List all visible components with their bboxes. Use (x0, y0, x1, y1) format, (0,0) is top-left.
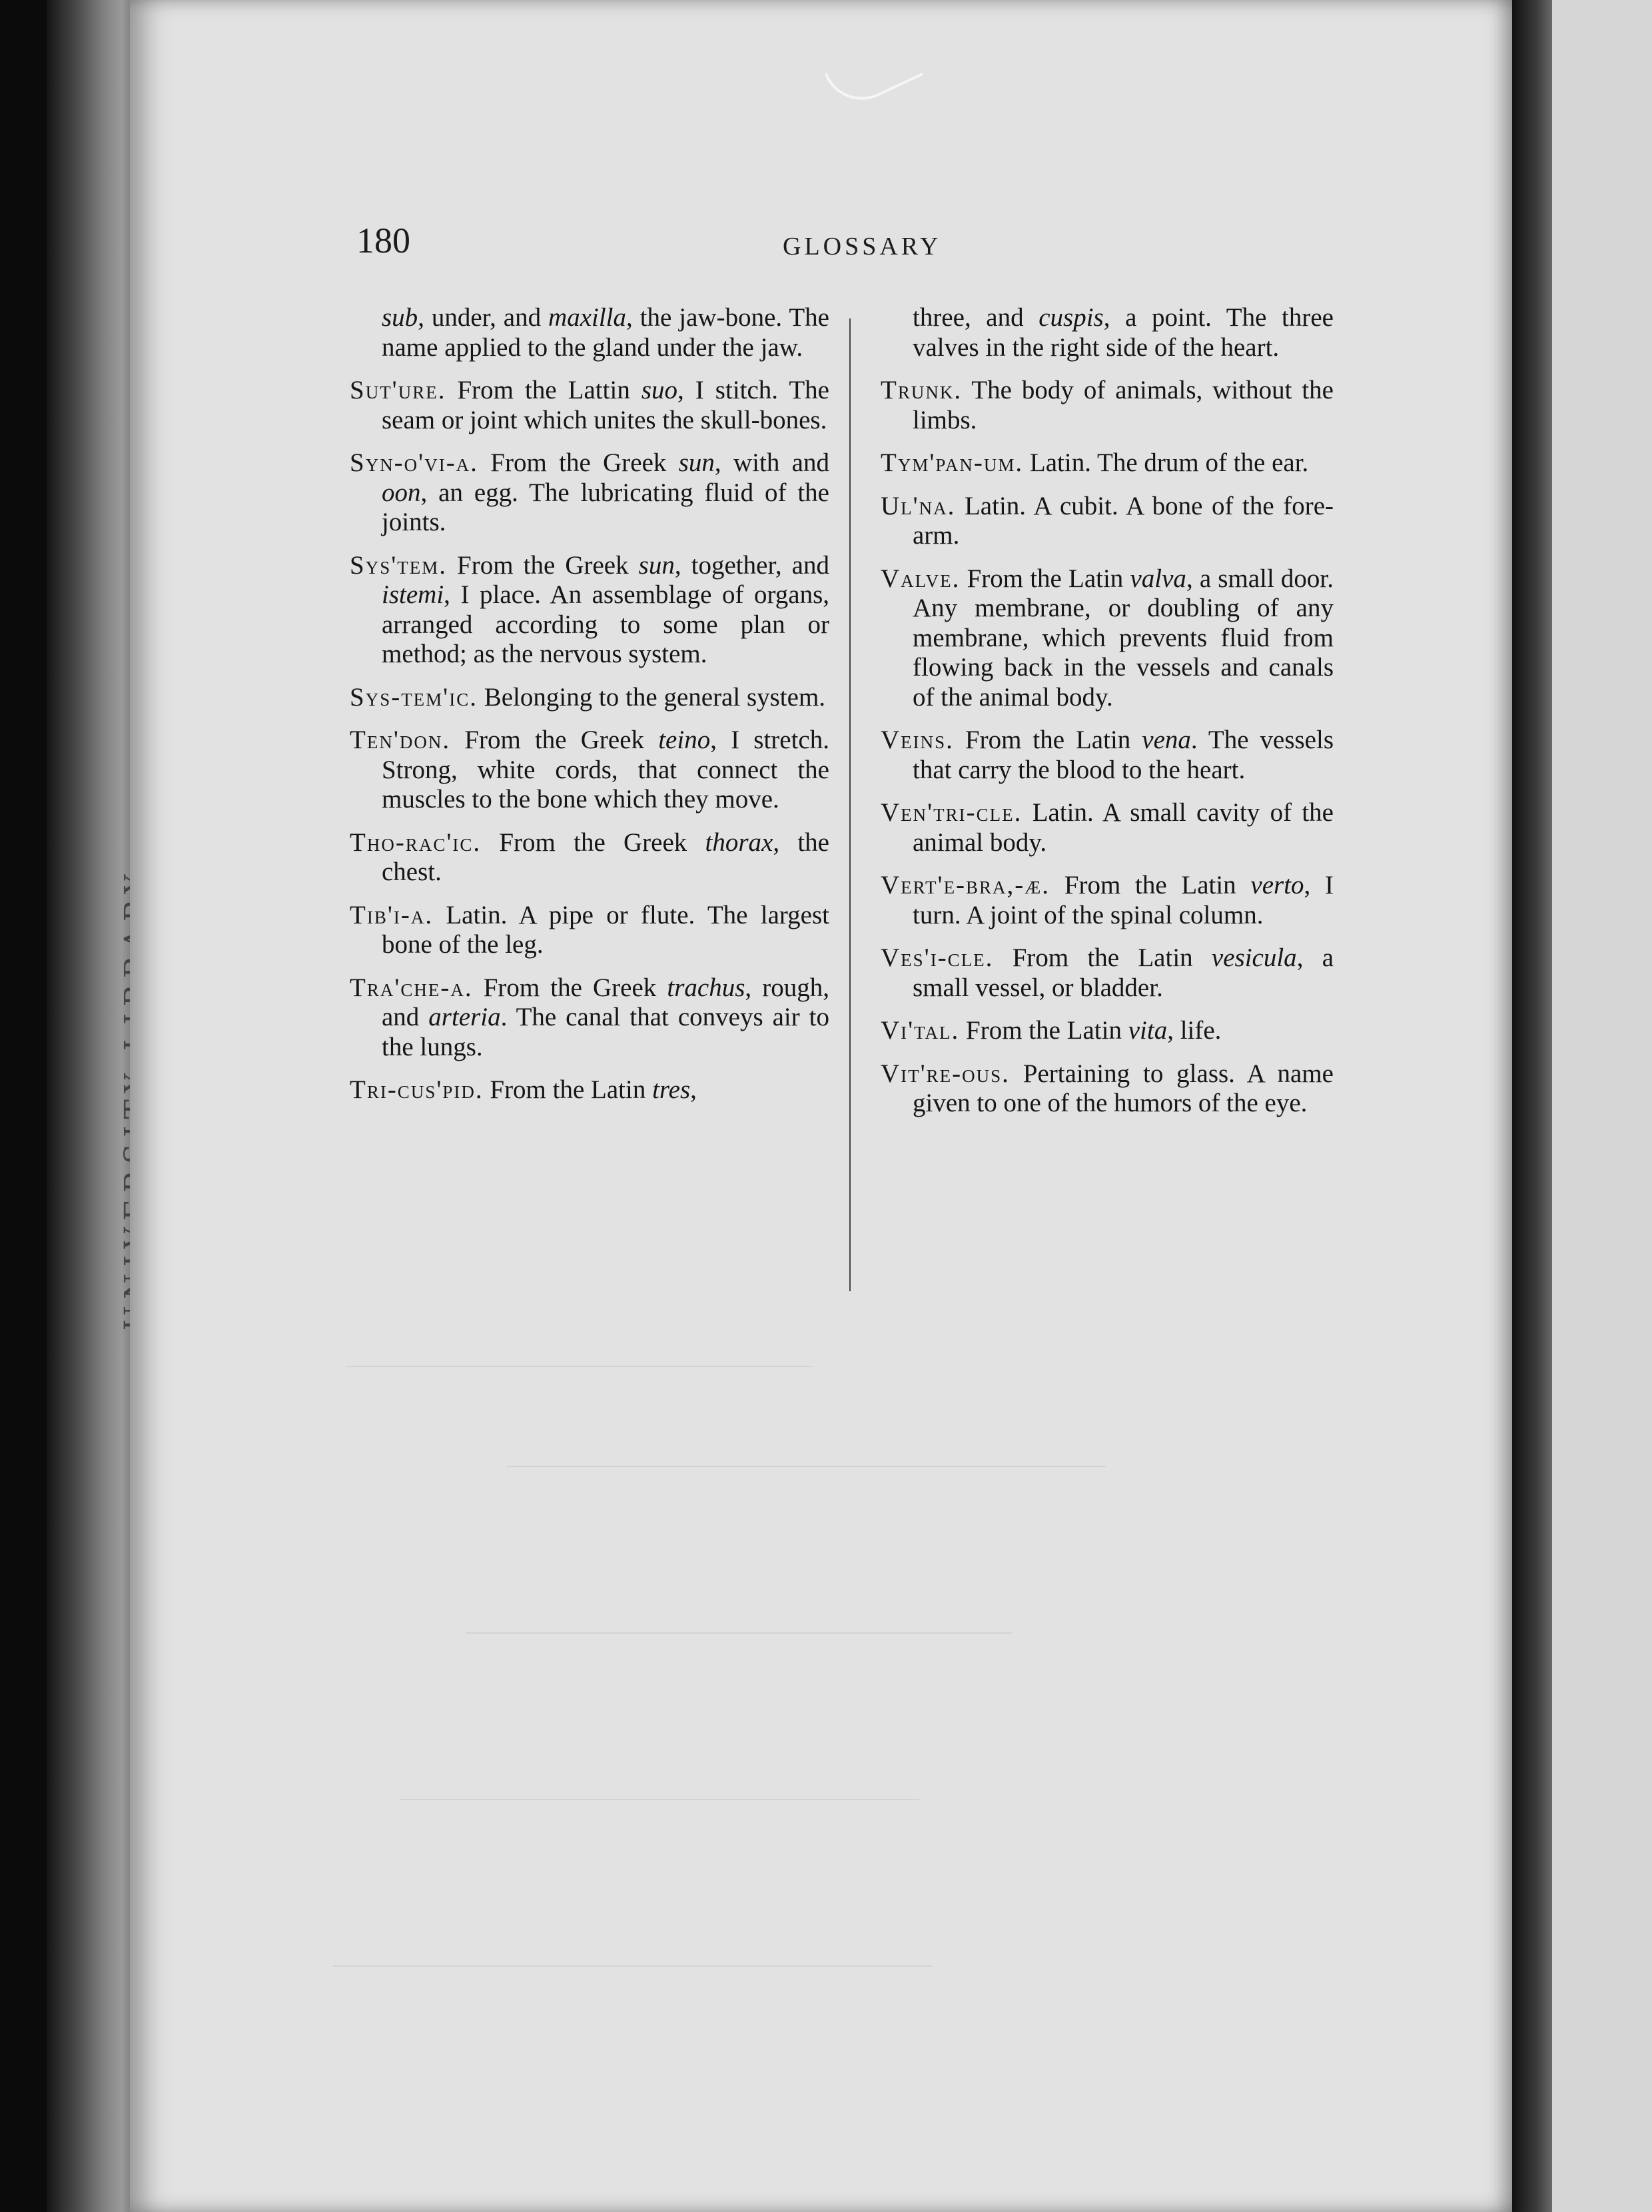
entry-text: From the Greek (472, 973, 667, 1002)
entry-text: , I turn. A joint of the spinal column. (913, 871, 1334, 929)
entry-text: From the Latin (1050, 871, 1251, 899)
entry-text: From the Greek (481, 828, 705, 857)
entry-text: Latin. A cubit. A bone of the fore-arm. (913, 491, 1334, 550)
entry-etymon: oon (382, 478, 421, 507)
entry-headword: Veins. (881, 726, 954, 754)
entry-headword: Vert'e-bra,-æ. (881, 871, 1050, 899)
entry-text: , with and (714, 448, 829, 477)
page-gutter (1512, 0, 1552, 2212)
entry-headword: Tym'pan-um. (881, 448, 1024, 477)
entry-text: Belonging to the general system. (477, 682, 826, 712)
entry-text: , a small vessel, or bladder. (913, 943, 1334, 1002)
entry-headword: Vi'tal. (881, 1016, 960, 1045)
entry-text: . The vessels that carry the blood to the heart. (913, 726, 1334, 784)
glossary-entry (881, 448, 1334, 478)
entry-etymon: vita (1128, 1016, 1168, 1045)
entry-text: From the Latin (993, 943, 1212, 972)
entry-text: , rough, and (382, 973, 829, 1031)
entry-text: From the Lattin (446, 376, 641, 404)
entry-text: , (690, 1075, 697, 1104)
entry-text: From the Latin (959, 1016, 1128, 1045)
entry-etymon: sun (638, 550, 675, 580)
entry-text: , a small door. Any membrane, or doubling of any membrane, which prevents fluid from flowing back in the vessels and canals of the animal body. (913, 564, 1334, 712)
entry-etymon: thorax (705, 828, 773, 857)
entry-text: Latin. A small cavity of the animal body. (913, 798, 1334, 857)
entry-headword: Trunk. (881, 376, 963, 404)
entry-headword: Ten'don. (350, 726, 451, 754)
entry-etymon: trachus (667, 973, 745, 1002)
glossary-entry (881, 1059, 1334, 1119)
glossary-entry (881, 492, 1334, 551)
entry-text: From the Greek (446, 550, 639, 580)
entry-text: The body of animals, without the limbs. (913, 376, 1334, 434)
entry-etymon: istemi (382, 580, 444, 609)
column-rule (849, 318, 851, 1291)
entry-text: , a point. The three valves in the right side of the heart. (913, 303, 1334, 362)
entry-text: , I place. An assemblage of organs, arranged according to some plan or method; as the nervous system. (382, 580, 829, 668)
entry-headword: Ves'i-cle. (881, 943, 994, 972)
glossary-entry (350, 551, 829, 670)
entry-etymon: maxilla (548, 303, 627, 332)
entry-headword: Tra'che-a. (350, 973, 473, 1002)
glossary-entry (350, 726, 829, 815)
glossary-left-column (350, 303, 829, 1119)
entry-text: Pertaining to glass. A name given to one of the humors of the eye. (913, 1059, 1334, 1117)
entry-text: . The canal that conveys air to the lungs. (382, 1003, 829, 1061)
entry-text: Latin. A pipe or flute. The largest bone of the leg. (382, 900, 829, 959)
entry-etymon: arteria (428, 1003, 501, 1031)
entry-text: From the Greek (478, 448, 679, 477)
entry-etymon: cuspis (1038, 303, 1104, 332)
facing-page-edge (1552, 0, 1652, 2212)
glossary-entry (350, 376, 829, 435)
entry-etymon: sun (678, 448, 715, 477)
entry-text: , the chest. (382, 828, 829, 886)
entry-etymon: valva (1130, 564, 1186, 593)
entry-text: , I stitch. The seam or joint which unites the skull-bones. (382, 376, 829, 434)
glossary-entry (881, 376, 1334, 435)
entry-text: From the Latin (953, 726, 1142, 754)
entry-headword: Valve. (881, 564, 961, 593)
bleed-through-line (466, 1632, 1013, 1634)
entry-etymon: vesicula (1211, 943, 1297, 972)
glossary-entry (881, 798, 1334, 857)
entry-headword: Tho-rac'ic. (350, 828, 482, 857)
entry-etymon: tres (652, 1075, 691, 1104)
glossary-entry (881, 1016, 1334, 1046)
entry-text: , I stretch. Strong, white cords, that connect the muscles to the bone which they move. (382, 726, 829, 814)
glossary-entry (350, 973, 829, 1063)
glossary-entry (350, 683, 829, 713)
entry-headword: Vit're-ous. (881, 1059, 1010, 1088)
entry-etymon: vena (1142, 726, 1191, 754)
entry-etymon: verto (1250, 871, 1304, 899)
entry-text: , under, and (418, 303, 549, 332)
entry-headword: Ul'na. (881, 491, 956, 520)
entry-headword: Syn-o'vi-a. (350, 448, 478, 477)
entry-headword: Sut'ure. (350, 376, 446, 404)
entry-text: From the Greek (450, 726, 659, 754)
glossary-entry (881, 943, 1334, 1003)
glossary-entry (350, 303, 829, 362)
glossary-entry (350, 828, 829, 887)
glossary-right-column (881, 303, 1334, 1132)
entry-text: , an egg. The lubricating fluid of the joints. (382, 478, 829, 536)
glossary-entry (881, 871, 1334, 930)
bleed-through-line (400, 1799, 919, 1800)
glossary-entry (350, 448, 829, 538)
glossary-entry (881, 726, 1334, 785)
entry-etymon: sub (382, 303, 418, 332)
entry-text: From the Latin (483, 1075, 653, 1104)
glossary-entry (350, 901, 829, 960)
bleed-through-line (506, 1466, 1106, 1467)
bleed-through-line (333, 1965, 933, 1967)
entry-headword: Sys'tem. (350, 550, 447, 580)
entry-etymon: teino (658, 726, 711, 754)
bleed-through-line (346, 1366, 813, 1367)
entry-text: Latin. The drum of the ear. (1023, 448, 1309, 477)
entry-text: , life. (1167, 1016, 1222, 1045)
entry-headword: Sys-tem'ic. (350, 682, 478, 712)
glossary-entry (350, 1075, 829, 1105)
scan-mark (825, 37, 923, 113)
entry-text: three, and (913, 303, 1039, 332)
entry-text: , together, and (674, 550, 829, 580)
page-number: 180 (356, 221, 410, 261)
entry-etymon: suo (641, 376, 678, 404)
entry-headword: Ven'tri-cle. (881, 798, 1023, 827)
entry-text: , the jaw-bone. The name applied to the gland under the jaw. (382, 303, 829, 362)
entry-headword: Tib'i-a. (350, 900, 434, 929)
glossary-entry (881, 303, 1334, 362)
glossary-entry (881, 564, 1334, 713)
entry-headword: Tri-cus'pid. (350, 1075, 484, 1104)
running-head: GLOSSARY (783, 233, 942, 261)
entry-text: From the Latin (960, 564, 1130, 593)
